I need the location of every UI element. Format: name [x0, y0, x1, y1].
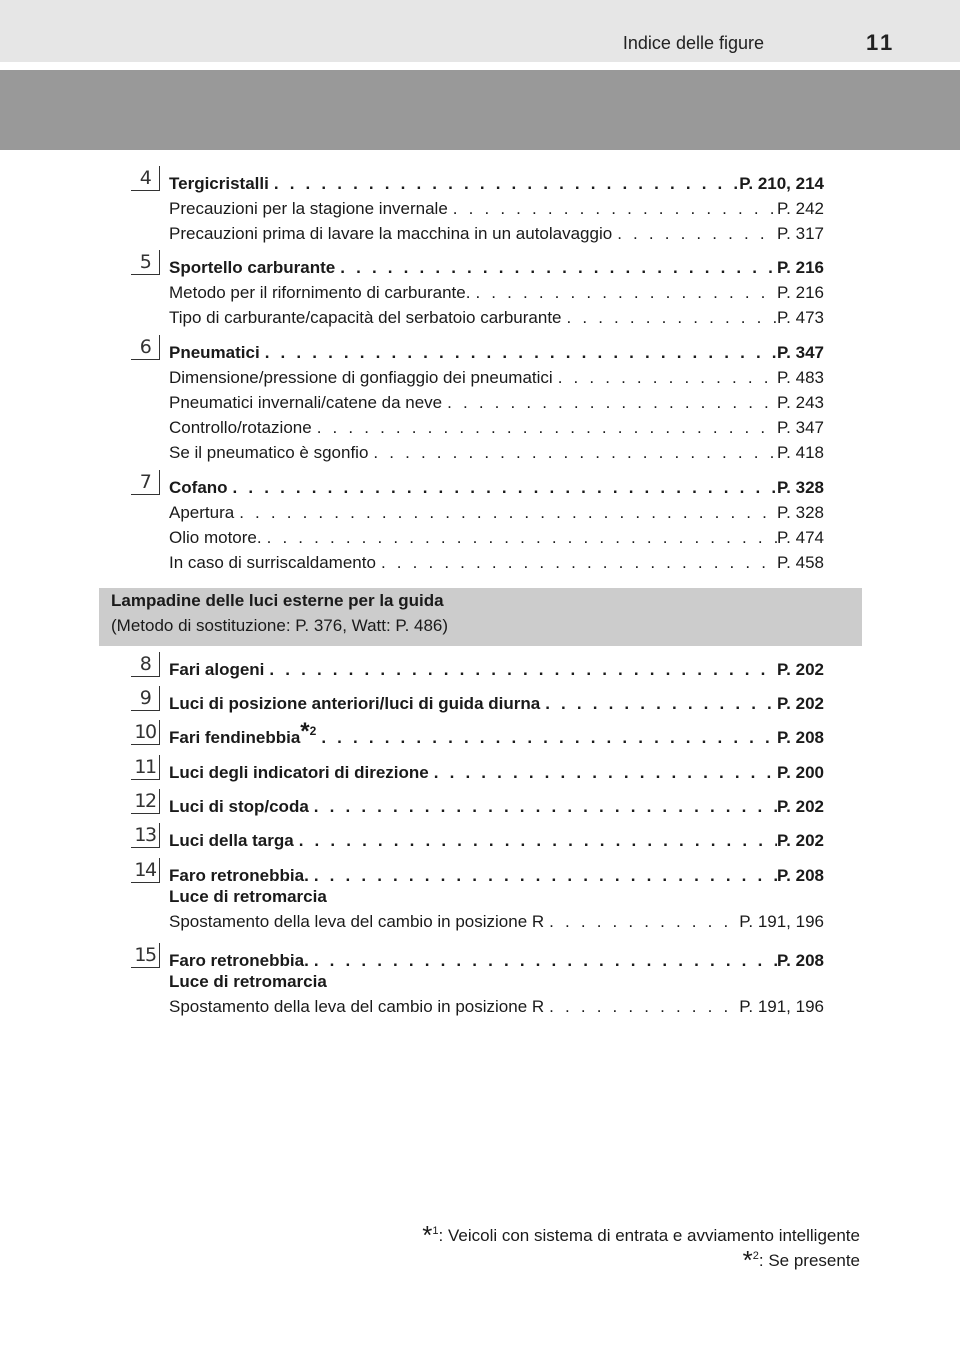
- sub-item-label: Olio motore.: [169, 528, 262, 547]
- sub-item-row[interactable]: [169, 523, 824, 548]
- leader-dots: [228, 477, 777, 498]
- entry-title-row[interactable]: [169, 718, 824, 748]
- footnote: [422, 1220, 860, 1250]
- entry-page-ref: P. 328: [777, 478, 824, 497]
- entry-page-ref: P. 202: [777, 797, 824, 816]
- entry-title-row[interactable]: [169, 792, 824, 817]
- leader-dots: [309, 796, 777, 817]
- footnote-text: : Veicoli con sistema di entrata e avviamento intelligente: [438, 1226, 860, 1245]
- footnote-asterisk: *: [742, 1245, 753, 1275]
- entry-title-row[interactable]: [169, 338, 824, 363]
- entry-title-row[interactable]: [169, 655, 824, 680]
- sub-item-page-ref: P. 216: [777, 283, 824, 302]
- entry-number: 4: [131, 166, 160, 191]
- sub-item-label: Dimensione/pressione di gonfiaggio dei pneumatici: [169, 368, 553, 387]
- entry-title-row[interactable]: [169, 169, 824, 194]
- sub-item-page-ref: P. 243: [777, 393, 824, 412]
- entry-title: Sportello carburante: [169, 258, 336, 277]
- entry-number: 10: [131, 720, 160, 745]
- leader-dots: [294, 830, 777, 851]
- entry-number: 11: [131, 755, 160, 780]
- entry-number: 7: [131, 470, 160, 495]
- leader-dots: [612, 223, 777, 244]
- leader-dots: [470, 282, 777, 303]
- sub-item-label: Precauzioni per la stagione invernale: [169, 199, 448, 218]
- entry-extra-title[interactable]: Luce di retromarcia: [169, 972, 327, 991]
- entry-number: 15: [131, 943, 160, 968]
- footnote-asterisk: *: [300, 718, 310, 745]
- leader-dots: [448, 198, 777, 219]
- sub-item-label: Apertura: [169, 503, 235, 522]
- sub-item-row[interactable]: [169, 219, 824, 244]
- entry-title-row[interactable]: [169, 826, 824, 851]
- leader-dots: [335, 257, 777, 278]
- sub-item-page-ref: P. 242: [777, 199, 824, 218]
- header-band: [0, 70, 960, 150]
- sub-item-row[interactable]: [169, 363, 824, 388]
- sub-item-page-ref: P. 191, 196: [739, 912, 824, 931]
- sub-item-page-ref: P. 458: [777, 553, 824, 572]
- sub-item-page-ref: P. 483: [777, 368, 824, 387]
- sub-item-label: Controllo/rotazione: [169, 418, 312, 437]
- leader-dots: [264, 659, 777, 680]
- entry-number: 6: [131, 335, 160, 360]
- footnote: [422, 1245, 860, 1275]
- entry-page-ref: P. 208: [777, 951, 824, 970]
- entry-page-ref: P. 202: [777, 831, 824, 850]
- sub-item-label: Spostamento della leva del cambio in posizione R: [169, 997, 545, 1016]
- leader-dots: [442, 392, 777, 413]
- entry-title: Luci degli indicatori di direzione: [169, 763, 429, 782]
- sub-item-label: Tipo di carburante/capacità del serbatoio carburante: [169, 308, 562, 327]
- leader-dots: [553, 367, 777, 388]
- entry-title-row[interactable]: [169, 758, 824, 783]
- entry-number: 14: [131, 858, 160, 883]
- sub-item-row[interactable]: [169, 498, 824, 523]
- entry-extra-title[interactable]: Luce di retromarcia: [169, 887, 327, 906]
- entry-title: Cofano: [169, 478, 228, 497]
- leader-dots: [309, 865, 777, 886]
- sub-item-page-ref: P. 474: [777, 528, 824, 547]
- entry-title-row[interactable]: [169, 861, 824, 886]
- footnote-asterisk: *: [422, 1220, 433, 1250]
- entry-title: Faro retronebbia.: [169, 951, 309, 970]
- section-name: Indice delle figure: [622, 33, 764, 53]
- leader-dots: [316, 727, 777, 748]
- sub-item-row[interactable]: [169, 278, 824, 303]
- sub-item-row[interactable]: [169, 303, 824, 328]
- leader-dots: [262, 527, 777, 548]
- sub-item-label: Se il pneumatico è sgonfio: [169, 443, 369, 462]
- entry-title-row[interactable]: [169, 253, 824, 278]
- entry-title-row[interactable]: [169, 946, 824, 971]
- page-header: [0, 0, 960, 62]
- sub-item-row[interactable]: [169, 907, 824, 932]
- page-number: 11: [866, 30, 896, 55]
- footnote-text: : Se presente: [758, 1251, 860, 1270]
- leader-dots: [234, 502, 777, 523]
- entry-number: 9: [131, 686, 160, 711]
- sub-item-row[interactable]: [169, 194, 824, 219]
- leader-dots: [544, 911, 739, 932]
- leader-dots: [312, 417, 777, 438]
- sub-item-label: Metodo per il rifornimento di carburante.: [169, 283, 471, 302]
- entry-page-ref: P. 202: [777, 660, 824, 679]
- entry-title: Faro retronebbia.: [169, 866, 309, 885]
- leader-dots: [429, 762, 777, 783]
- leader-dots: [309, 950, 777, 971]
- sub-item-page-ref: P. 191, 196: [739, 997, 824, 1016]
- entry-page-ref: P. 347: [777, 343, 824, 362]
- entry-title-with-footnote: [169, 718, 317, 748]
- entry-title: Fari fendinebbia: [169, 728, 301, 747]
- footnote-mark: 2: [309, 724, 317, 738]
- sub-item-row[interactable]: [169, 992, 824, 1017]
- sub-item-row[interactable]: [169, 388, 824, 413]
- entry-title-row[interactable]: [169, 473, 824, 498]
- entry-page-ref: P. 208: [777, 866, 824, 885]
- leader-dots: [540, 693, 777, 714]
- sub-item-label: Pneumatici invernali/catene da neve: [169, 393, 443, 412]
- entry-page-ref: P. 200: [777, 763, 824, 782]
- sub-item-row[interactable]: [169, 548, 824, 573]
- entry-number: 12: [131, 789, 160, 814]
- entry-title-row[interactable]: [169, 689, 824, 714]
- sub-item-label: Spostamento della leva del cambio in posizione R: [169, 912, 545, 931]
- leader-dots: [260, 342, 777, 363]
- entry-page-ref: P. 216: [777, 258, 824, 277]
- sub-item-page-ref: P. 317: [777, 224, 824, 243]
- leader-dots: [368, 442, 777, 463]
- sub-item-row[interactable]: [169, 413, 824, 438]
- sub-item-label: Precauzioni prima di lavare la macchina in un autolavaggio: [169, 224, 613, 243]
- sub-item-page-ref: P. 473: [777, 308, 824, 327]
- entry-number: 8: [131, 652, 160, 677]
- leader-dots: [544, 996, 739, 1017]
- leader-dots: [269, 173, 739, 194]
- entry-title: Pneumatici: [169, 343, 260, 362]
- entry-page-ref: P. 208: [777, 728, 824, 747]
- section-band-title: Lampadine delle luci esterne per la guida: [111, 591, 444, 610]
- sub-item-row[interactable]: [169, 438, 824, 463]
- section-band-subtitle: (Metodo di sostituzione: P. 376, Watt: P. 486): [111, 616, 449, 635]
- footnote-mark: 1: [432, 1225, 439, 1237]
- entry-title: Luci della targa: [169, 831, 294, 850]
- sub-item-page-ref: P. 347: [777, 418, 824, 437]
- footnotes: [422, 1220, 860, 1275]
- entry-number: 13: [131, 823, 160, 848]
- footnote-mark: 2: [752, 1250, 759, 1262]
- leader-dots: [376, 552, 777, 573]
- section-band: [99, 588, 862, 646]
- leader-dots: [562, 307, 778, 328]
- sub-item-page-ref: P. 418: [777, 443, 824, 462]
- entry-title: Fari alogeni: [169, 660, 265, 679]
- entry-title: Luci di posizione anteriori/luci di guida diurna: [169, 694, 541, 713]
- sub-item-label: In caso di surriscaldamento: [169, 553, 376, 572]
- sub-item-page-ref: P. 328: [777, 503, 824, 522]
- entry-number: 5: [131, 250, 160, 275]
- entry-page-ref: P. 202: [777, 694, 824, 713]
- entry-title: Luci di stop/coda: [169, 797, 309, 816]
- entry-title: Tergicristalli: [169, 174, 269, 193]
- entry-page-ref: P. 210, 214: [739, 174, 824, 193]
